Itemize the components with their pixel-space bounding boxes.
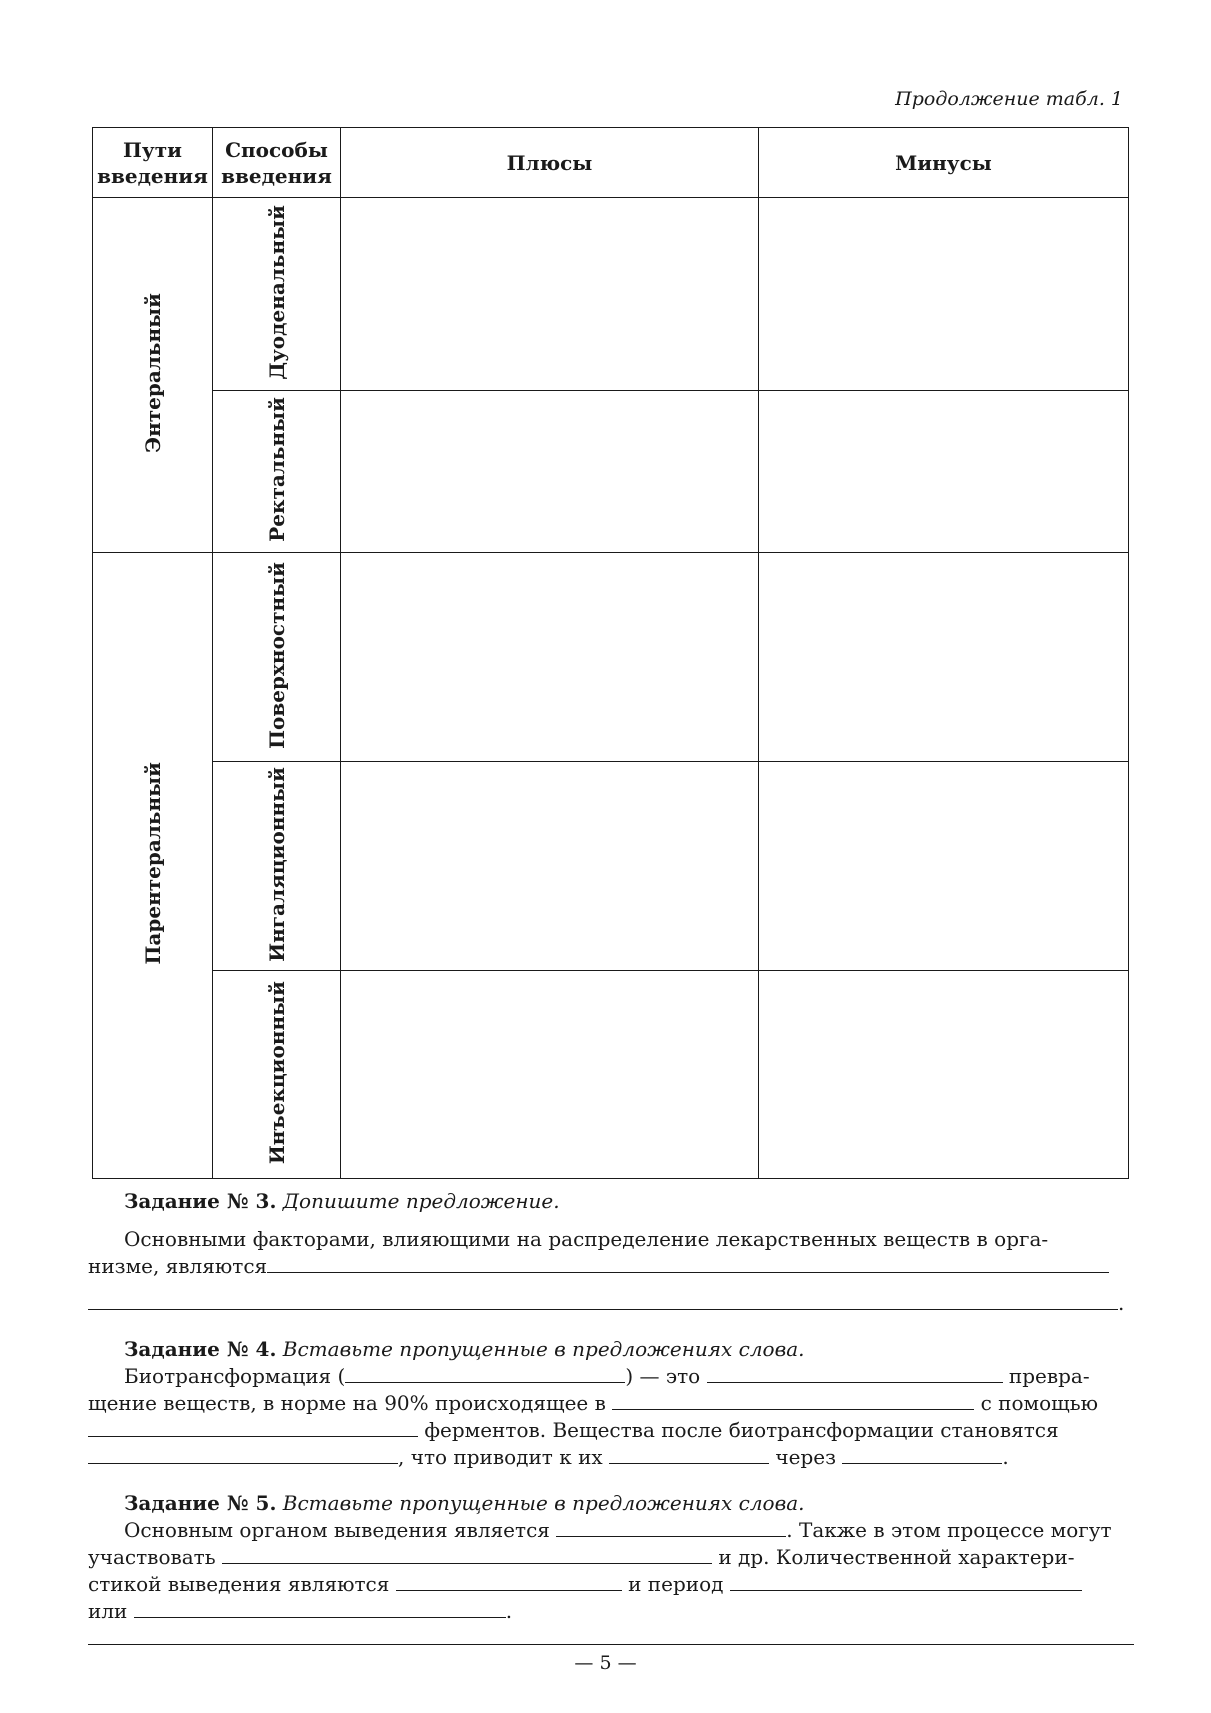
routes-table <box>92 127 1129 1179</box>
blank-field[interactable] <box>134 1597 506 1618</box>
cons-cell[interactable] <box>759 971 1129 1179</box>
task4-t3: превра- <box>1008 1364 1090 1388</box>
task5-t5: стикой выведения являются <box>88 1572 390 1596</box>
blank-field[interactable] <box>396 1570 622 1591</box>
blank-field[interactable] <box>222 1543 712 1564</box>
method-injection <box>213 971 341 1179</box>
task5-t7: или <box>88 1599 128 1623</box>
task5-t8: . <box>505 1599 513 1623</box>
method-rectal <box>213 391 341 553</box>
header-cons: Минусы <box>759 128 1129 198</box>
method-label: Поверхностный <box>264 561 289 749</box>
table-row <box>93 391 1129 553</box>
method-label: Дуоденальный <box>264 204 289 380</box>
task3-text-3 <box>88 1289 1132 1316</box>
task3-text <box>88 1226 1132 1252</box>
page-number: — 5 — <box>574 1652 637 1674</box>
task3-label: Задание № 3. <box>124 1189 277 1213</box>
cons-cell[interactable] <box>759 762 1129 971</box>
table-row <box>93 971 1129 1179</box>
task4-t4: щение веществ, в норме на 90% происходящее в <box>88 1391 606 1415</box>
task5-t2: . Также в этом процессе могут <box>786 1518 1112 1542</box>
task3-heading <box>88 1188 1132 1214</box>
tasks-section <box>88 1188 1132 1624</box>
table-caption: Продолжение табл. 1 <box>895 88 1123 110</box>
blank-field[interactable] <box>730 1570 1082 1591</box>
pros-cell[interactable] <box>341 198 759 391</box>
method-surface <box>213 553 341 762</box>
task4-text-4 <box>88 1443 1132 1470</box>
table-row <box>93 762 1129 971</box>
cons-cell[interactable] <box>759 198 1129 391</box>
task5-instruction: Вставьте пропущенные в предложениях слова. <box>282 1491 805 1515</box>
task4-heading <box>88 1336 1132 1362</box>
blank-field[interactable] <box>345 1362 625 1383</box>
task3-end: . <box>1118 1291 1125 1315</box>
route-enteral <box>93 198 213 553</box>
footer-divider <box>88 1644 1134 1645</box>
task4-text <box>88 1362 1132 1389</box>
blank-field[interactable] <box>88 1416 418 1437</box>
task4-text-3 <box>88 1416 1132 1443</box>
method-label: Ингаляционный <box>264 766 289 962</box>
task5-label: Задание № 5. <box>124 1491 277 1515</box>
task4-t6: ферментов. Вещества после биотрансформации становятся <box>424 1418 1059 1442</box>
header-pros: Плюсы <box>341 128 759 198</box>
route-parenteral <box>93 553 213 1179</box>
task4-t8: через <box>775 1445 837 1469</box>
cons-cell[interactable] <box>759 391 1129 553</box>
blank-field[interactable] <box>267 1252 1109 1273</box>
method-label: Инъекционный <box>264 980 289 1165</box>
table-row <box>93 553 1129 762</box>
task5-text-4 <box>88 1597 1132 1624</box>
method-inhalation <box>213 762 341 971</box>
task3-instruction: Допишите предложение. <box>282 1189 560 1213</box>
task3-line1: Основными факторами, влияющими на распределение лекарственных веществ в орга- <box>124 1227 1049 1251</box>
header-routes: Пути введения <box>93 128 213 198</box>
task3-line2: низме, являются <box>88 1254 268 1278</box>
task4-t7: , что приводит к их <box>398 1445 603 1469</box>
task5-t3: участвовать <box>88 1545 216 1569</box>
task5-t1: Основным органом выведения является <box>124 1518 550 1542</box>
task5-text <box>88 1516 1132 1543</box>
blank-field[interactable] <box>609 1443 769 1464</box>
task4-text-2 <box>88 1389 1132 1416</box>
task4-t9: . <box>1002 1445 1009 1469</box>
task4-t2: ) — это <box>625 1364 701 1388</box>
task5-t6: и период <box>628 1572 724 1596</box>
pros-cell[interactable] <box>341 971 759 1179</box>
blank-field[interactable] <box>842 1443 1002 1464</box>
table-row <box>93 198 1129 391</box>
method-duodenal <box>213 198 341 391</box>
task5-text-2 <box>88 1543 1132 1570</box>
task5-heading <box>88 1490 1132 1516</box>
cons-cell[interactable] <box>759 553 1129 762</box>
task4-t1: Биотрансформация ( <box>124 1364 346 1388</box>
blank-field[interactable] <box>88 1443 398 1464</box>
route-label: Парентеральный <box>140 762 165 965</box>
pros-cell[interactable] <box>341 762 759 971</box>
route-label: Энтеральный <box>140 293 165 453</box>
task3-text-2 <box>88 1252 1132 1279</box>
table-header-row <box>93 128 1129 198</box>
task5-t4: и др. Количественной характери- <box>718 1545 1075 1569</box>
blank-field[interactable] <box>707 1362 1003 1383</box>
blank-field[interactable] <box>612 1389 974 1410</box>
blank-field[interactable] <box>88 1289 1118 1310</box>
pros-cell[interactable] <box>341 553 759 762</box>
task4-t5: с помощью <box>980 1391 1098 1415</box>
pros-cell[interactable] <box>341 391 759 553</box>
method-label: Ректальный <box>264 397 289 542</box>
task4-label: Задание № 4. <box>124 1337 277 1361</box>
header-methods: Способы введения <box>213 128 341 198</box>
task4-instruction: Вставьте пропущенные в предложениях слова. <box>282 1337 805 1361</box>
task5-text-3 <box>88 1570 1132 1597</box>
blank-field[interactable] <box>556 1516 786 1537</box>
